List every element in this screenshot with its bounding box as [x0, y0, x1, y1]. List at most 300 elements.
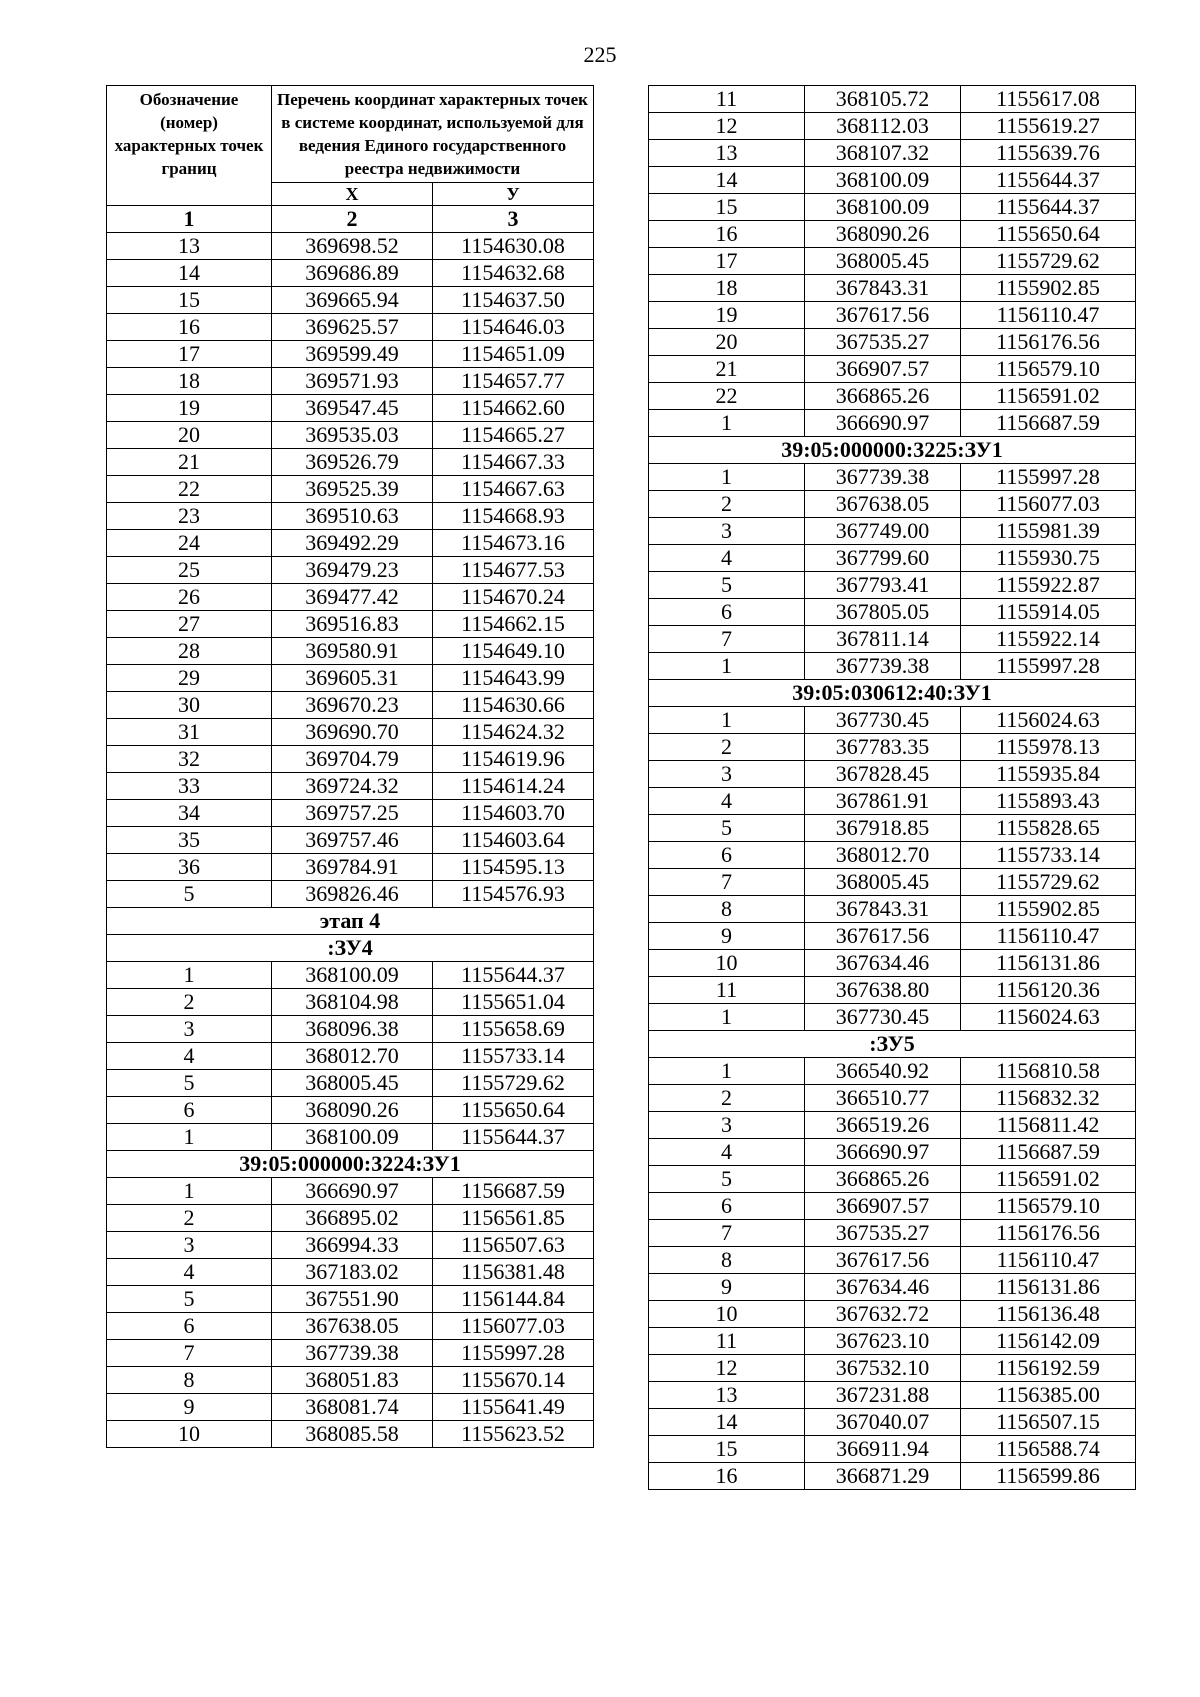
coord-x: 368005.45 [805, 248, 961, 275]
point-number: 1 [649, 410, 805, 437]
coord-y: 1156144.84 [433, 1286, 594, 1313]
point-number: 6 [107, 1313, 272, 1340]
coord-y: 1154667.33 [433, 449, 594, 476]
coord-x: 366540.92 [805, 1058, 961, 1085]
table-row [107, 746, 594, 773]
coord-x: 368100.09 [272, 1124, 433, 1151]
coord-x: 366895.02 [272, 1205, 433, 1232]
coord-y: 1156142.09 [961, 1328, 1136, 1355]
point-number: 1 [107, 1124, 272, 1151]
coord-x: 366871.29 [805, 1463, 961, 1490]
coord-x: 368104.98 [272, 989, 433, 1016]
table-row [649, 1382, 1136, 1409]
point-number: 19 [107, 395, 272, 422]
coord-x: 369784.91 [272, 854, 433, 881]
coord-x: 368100.09 [805, 167, 961, 194]
point-number: 33 [107, 773, 272, 800]
point-number: 11 [649, 1328, 805, 1355]
coord-x: 367799.60 [805, 545, 961, 572]
table-row [107, 773, 594, 800]
coord-y: 1156591.02 [961, 383, 1136, 410]
coord-x: 367783.35 [805, 734, 961, 761]
point-number: 8 [107, 1367, 272, 1394]
coord-x: 367793.41 [805, 572, 961, 599]
point-number: 28 [107, 638, 272, 665]
table-row [107, 557, 594, 584]
coord-y: 1155619.27 [961, 113, 1136, 140]
point-number: 8 [649, 1247, 805, 1274]
coord-x: 366690.97 [805, 410, 961, 437]
table-row [107, 638, 594, 665]
table-row [649, 1004, 1136, 1031]
coord-x: 367739.38 [805, 653, 961, 680]
coord-x: 367551.90 [272, 1286, 433, 1313]
coord-x: 369477.42 [272, 584, 433, 611]
coord-y: 1154624.32 [433, 719, 594, 746]
table-row [649, 842, 1136, 869]
coordinates-table-right [648, 85, 1136, 1490]
point-number: 14 [649, 167, 805, 194]
coord-x: 366994.33 [272, 1232, 433, 1259]
coord-y: 1156687.59 [433, 1178, 594, 1205]
point-number: 3 [107, 1016, 272, 1043]
table-row [649, 1085, 1136, 1112]
coord-y: 1155644.37 [433, 1124, 594, 1151]
section-row [649, 1031, 1136, 1058]
table-row [649, 1220, 1136, 1247]
coord-y: 1154657.77 [433, 368, 594, 395]
table-row [107, 1259, 594, 1286]
table-row [107, 1232, 594, 1259]
section-row [107, 935, 594, 962]
coord-x: 368112.03 [805, 113, 961, 140]
table-row [649, 464, 1136, 491]
coord-x: 368090.26 [272, 1097, 433, 1124]
point-number: 4 [107, 1043, 272, 1070]
coord-x: 368096.38 [272, 1016, 433, 1043]
table-row [649, 1409, 1136, 1436]
point-number: 20 [649, 329, 805, 356]
coord-y: 1154603.64 [433, 827, 594, 854]
coord-y: 1155644.37 [961, 167, 1136, 194]
table-row [107, 611, 594, 638]
coord-x: 369492.29 [272, 530, 433, 557]
coord-y: 1154643.99 [433, 665, 594, 692]
coord-x: 368085.58 [272, 1421, 433, 1448]
coord-x: 369479.23 [272, 557, 433, 584]
table-row [107, 854, 594, 881]
table-row [649, 302, 1136, 329]
coord-y: 1154630.08 [433, 233, 594, 260]
point-number: 2 [649, 1085, 805, 1112]
coord-y: 1154677.53 [433, 557, 594, 584]
table-row [649, 1355, 1136, 1382]
point-number: 17 [107, 341, 272, 368]
point-number: 20 [107, 422, 272, 449]
table-row [649, 1301, 1136, 1328]
point-number: 2 [107, 1205, 272, 1232]
coord-y: 1156507.15 [961, 1409, 1136, 1436]
point-number: 7 [107, 1340, 272, 1367]
point-number: 7 [649, 869, 805, 896]
point-number: 1 [649, 1058, 805, 1085]
coord-x: 368100.09 [272, 962, 433, 989]
table-row [649, 653, 1136, 680]
point-number: 12 [649, 113, 805, 140]
header-col-number-2: 2 [272, 206, 433, 233]
table-header-row [107, 86, 594, 183]
table-row [107, 368, 594, 395]
coord-y: 1155729.62 [433, 1070, 594, 1097]
table-row [107, 1367, 594, 1394]
point-number: 13 [107, 233, 272, 260]
coord-y: 1154595.13 [433, 854, 594, 881]
table-row [107, 1097, 594, 1124]
coord-x: 366865.26 [805, 1166, 961, 1193]
table-row [649, 86, 1136, 113]
table-row [649, 518, 1136, 545]
table-row [649, 1139, 1136, 1166]
coord-y: 1154668.93 [433, 503, 594, 530]
table-row [107, 395, 594, 422]
table-row [649, 1463, 1136, 1490]
point-number: 11 [649, 977, 805, 1004]
table-row [107, 692, 594, 719]
coord-y: 1155997.28 [433, 1340, 594, 1367]
table-row [107, 827, 594, 854]
coord-y: 1154670.24 [433, 584, 594, 611]
coord-x: 368005.45 [805, 869, 961, 896]
point-number: 11 [649, 86, 805, 113]
point-number: 3 [649, 518, 805, 545]
coord-y: 1156588.74 [961, 1436, 1136, 1463]
coord-x: 367535.27 [805, 1220, 961, 1247]
coord-y: 1154673.16 [433, 530, 594, 557]
table-row [649, 140, 1136, 167]
coord-x: 367617.56 [805, 1247, 961, 1274]
table-row [649, 167, 1136, 194]
table-row [649, 572, 1136, 599]
coord-y: 1156110.47 [961, 302, 1136, 329]
coord-y: 1155902.85 [961, 275, 1136, 302]
point-number: 34 [107, 800, 272, 827]
coord-y: 1154649.10 [433, 638, 594, 665]
table-row [649, 248, 1136, 275]
table-row [649, 1436, 1136, 1463]
coord-x: 369547.45 [272, 395, 433, 422]
table-row [107, 1178, 594, 1205]
coord-y: 1156077.03 [433, 1313, 594, 1340]
coord-y: 1156832.32 [961, 1085, 1136, 1112]
coord-x: 368012.70 [805, 842, 961, 869]
point-number: 5 [107, 1286, 272, 1313]
point-number: 25 [107, 557, 272, 584]
coord-x: 368012.70 [272, 1043, 433, 1070]
point-number: 4 [649, 788, 805, 815]
coord-x: 368051.83 [272, 1367, 433, 1394]
point-number: 6 [649, 1193, 805, 1220]
coord-x: 369826.46 [272, 881, 433, 908]
coord-y: 1156176.56 [961, 1220, 1136, 1247]
point-number: 9 [649, 1274, 805, 1301]
point-number: 31 [107, 719, 272, 746]
point-number: 6 [649, 842, 805, 869]
coord-x: 367843.31 [805, 896, 961, 923]
table-row [649, 1193, 1136, 1220]
coord-x: 366519.26 [805, 1112, 961, 1139]
coord-y: 1156131.86 [961, 1274, 1136, 1301]
coord-y: 1154576.93 [433, 881, 594, 908]
point-number: 2 [649, 491, 805, 518]
point-number: 9 [107, 1394, 272, 1421]
section-title: :ЗУ5 [649, 1031, 1136, 1058]
table-row [107, 962, 594, 989]
table-row [107, 1205, 594, 1232]
coord-y: 1156131.86 [961, 950, 1136, 977]
coord-y: 1154614.24 [433, 773, 594, 800]
coord-x: 366510.77 [805, 1085, 961, 1112]
point-number: 3 [107, 1232, 272, 1259]
coord-y: 1156507.63 [433, 1232, 594, 1259]
coord-y: 1155617.08 [961, 86, 1136, 113]
point-number: 26 [107, 584, 272, 611]
table-row [649, 1112, 1136, 1139]
point-number: 6 [649, 599, 805, 626]
table-row [107, 503, 594, 530]
point-number: 16 [649, 1463, 805, 1490]
table-row [107, 1340, 594, 1367]
coord-x: 369535.03 [272, 422, 433, 449]
coord-x: 369516.83 [272, 611, 433, 638]
point-number: 8 [649, 896, 805, 923]
coord-x: 368081.74 [272, 1394, 433, 1421]
point-number: 14 [649, 1409, 805, 1436]
table-row [649, 896, 1136, 923]
point-number: 13 [649, 1382, 805, 1409]
header-col-number-3: 3 [433, 206, 594, 233]
section-row [649, 437, 1136, 464]
coord-y: 1154619.96 [433, 746, 594, 773]
table-row [649, 923, 1136, 950]
coord-y: 1155930.75 [961, 545, 1136, 572]
table-row [649, 977, 1136, 1004]
coord-y: 1155733.14 [961, 842, 1136, 869]
table-row [649, 329, 1136, 356]
point-number: 13 [649, 140, 805, 167]
table-row [649, 113, 1136, 140]
coord-y: 1156811.42 [961, 1112, 1136, 1139]
section-title: этап 4 [107, 908, 594, 935]
coord-x: 369525.39 [272, 476, 433, 503]
section-title: 39:05:000000:3225:ЗУ1 [649, 437, 1136, 464]
coord-x: 367739.38 [805, 464, 961, 491]
point-number: 10 [649, 1301, 805, 1328]
table-row [649, 545, 1136, 572]
table-row [649, 707, 1136, 734]
coord-y: 1156136.48 [961, 1301, 1136, 1328]
coord-x: 368005.45 [272, 1070, 433, 1097]
coord-y: 1155733.14 [433, 1043, 594, 1070]
coord-x: 369510.63 [272, 503, 433, 530]
table-row [649, 1058, 1136, 1085]
coord-x: 369605.31 [272, 665, 433, 692]
point-number: 35 [107, 827, 272, 854]
coord-x: 366907.57 [805, 356, 961, 383]
table-row [107, 1124, 594, 1151]
table-row [107, 1016, 594, 1043]
point-number: 22 [649, 383, 805, 410]
coord-y: 1156024.63 [961, 1004, 1136, 1031]
point-number: 9 [649, 923, 805, 950]
coord-y: 1156110.47 [961, 923, 1136, 950]
point-number: 32 [107, 746, 272, 773]
coord-y: 1155893.43 [961, 788, 1136, 815]
table-row [107, 1286, 594, 1313]
point-number: 17 [649, 248, 805, 275]
point-number: 6 [107, 1097, 272, 1124]
coord-y: 1156024.63 [961, 707, 1136, 734]
left-column [106, 85, 594, 1448]
coord-y: 1155914.05 [961, 599, 1136, 626]
point-number: 7 [649, 1220, 805, 1247]
coord-y: 1156385.00 [961, 1382, 1136, 1409]
table-row [107, 1070, 594, 1097]
coord-y: 1155922.87 [961, 572, 1136, 599]
coord-y: 1154665.27 [433, 422, 594, 449]
coord-x: 369690.70 [272, 719, 433, 746]
coord-y: 1155729.62 [961, 248, 1136, 275]
point-number: 1 [649, 464, 805, 491]
coord-y: 1156687.59 [961, 1139, 1136, 1166]
coord-y: 1155997.28 [961, 653, 1136, 680]
coord-x: 367638.05 [272, 1313, 433, 1340]
coord-x: 367730.45 [805, 1004, 961, 1031]
coord-x: 369724.32 [272, 773, 433, 800]
coord-x: 367623.10 [805, 1328, 961, 1355]
coord-y: 1155981.39 [961, 518, 1136, 545]
table-row [107, 260, 594, 287]
coord-x: 367730.45 [805, 707, 961, 734]
point-number: 30 [107, 692, 272, 719]
table-row [107, 233, 594, 260]
coord-y: 1156120.36 [961, 977, 1136, 1004]
coord-y: 1155641.49 [433, 1394, 594, 1421]
coord-y: 1155639.76 [961, 140, 1136, 167]
coord-x: 368100.09 [805, 194, 961, 221]
point-number: 18 [649, 275, 805, 302]
coord-y: 1156176.56 [961, 329, 1136, 356]
point-number: 19 [649, 302, 805, 329]
coord-y: 1155978.13 [961, 734, 1136, 761]
coord-x: 368105.72 [805, 86, 961, 113]
coord-x: 369665.94 [272, 287, 433, 314]
coord-x: 366911.94 [805, 1436, 961, 1463]
coord-x: 367231.88 [805, 1382, 961, 1409]
table-row [649, 221, 1136, 248]
coord-y: 1155902.85 [961, 896, 1136, 923]
coord-x: 366690.97 [272, 1178, 433, 1205]
point-number: 21 [107, 449, 272, 476]
table-row [107, 1421, 594, 1448]
coord-x: 367739.38 [272, 1340, 433, 1367]
point-number: 21 [649, 356, 805, 383]
coord-y: 1154630.66 [433, 692, 594, 719]
coord-x: 367749.00 [805, 518, 961, 545]
coord-y: 1154603.70 [433, 800, 594, 827]
point-number: 15 [649, 194, 805, 221]
table-row [107, 314, 594, 341]
section-row [649, 680, 1136, 707]
coord-y: 1154646.03 [433, 314, 594, 341]
table-row [649, 599, 1136, 626]
point-number: 3 [649, 1112, 805, 1139]
table-row [649, 1328, 1136, 1355]
table-row [107, 584, 594, 611]
table-row [107, 449, 594, 476]
coord-y: 1155623.52 [433, 1421, 594, 1448]
coord-y: 1155658.69 [433, 1016, 594, 1043]
header-y: У [433, 183, 594, 206]
coord-x: 367532.10 [805, 1355, 961, 1382]
coord-x: 368090.26 [805, 221, 961, 248]
table-row [649, 626, 1136, 653]
coord-x: 366865.26 [805, 383, 961, 410]
table-row [107, 800, 594, 827]
point-number: 5 [107, 1070, 272, 1097]
point-number: 1 [107, 962, 272, 989]
table-row [107, 422, 594, 449]
point-number: 5 [649, 815, 805, 842]
coord-x: 369580.91 [272, 638, 433, 665]
coord-y: 1154637.50 [433, 287, 594, 314]
coord-x: 369757.25 [272, 800, 433, 827]
coord-x: 369686.89 [272, 260, 433, 287]
coord-x: 367634.46 [805, 950, 961, 977]
table-row [649, 275, 1136, 302]
point-number: 2 [107, 989, 272, 1016]
point-number: 22 [107, 476, 272, 503]
point-number: 5 [107, 881, 272, 908]
table-header-number-row [107, 206, 594, 233]
point-number: 16 [107, 314, 272, 341]
coord-y: 1155922.14 [961, 626, 1136, 653]
coord-x: 369625.57 [272, 314, 433, 341]
coord-y: 1155644.37 [433, 962, 594, 989]
coord-y: 1155644.37 [961, 194, 1136, 221]
section-title: :ЗУ4 [107, 935, 594, 962]
coord-x: 367811.14 [805, 626, 961, 653]
table-row [649, 1274, 1136, 1301]
coord-y: 1155828.65 [961, 815, 1136, 842]
table-row [649, 734, 1136, 761]
table-row [649, 788, 1136, 815]
point-number: 27 [107, 611, 272, 638]
point-number: 5 [649, 1166, 805, 1193]
point-number: 7 [649, 626, 805, 653]
header-coordinates-list: Перечень координат характерных точек в системе координат, используемой для ведения Единого государственного реестра недвижимости [272, 86, 594, 183]
coord-x: 369599.49 [272, 341, 433, 368]
coord-x: 367040.07 [805, 1409, 961, 1436]
coord-x: 367617.56 [805, 923, 961, 950]
table-row [107, 1043, 594, 1070]
coord-y: 1156381.48 [433, 1259, 594, 1286]
coord-y: 1156687.59 [961, 410, 1136, 437]
point-number: 1 [107, 1178, 272, 1205]
table-row [107, 989, 594, 1016]
coord-y: 1155670.14 [433, 1367, 594, 1394]
point-number: 2 [649, 734, 805, 761]
table-row [649, 950, 1136, 977]
